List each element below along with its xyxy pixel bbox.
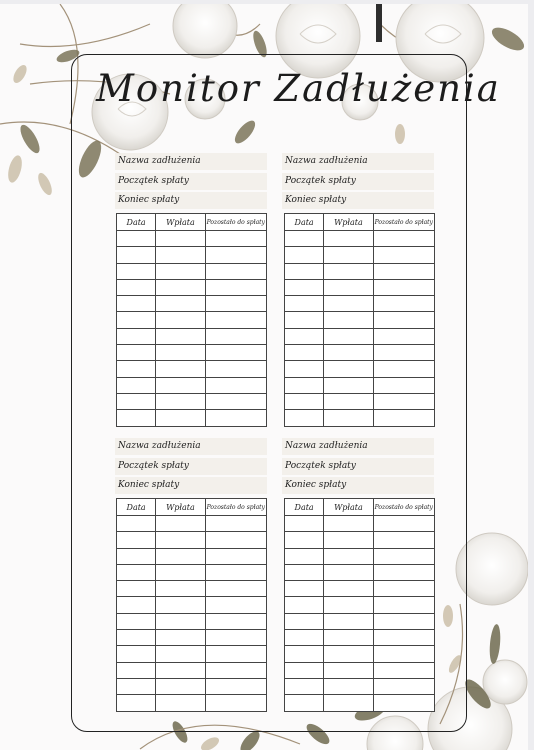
payment-table-1 <box>116 213 267 427</box>
repayment-start-label: Początek spłaty <box>115 173 267 190</box>
repayment-end-label: Koniec spłaty <box>115 477 267 494</box>
header-date: Data <box>285 214 324 231</box>
payment-table-3 <box>116 498 267 712</box>
debt-name-label: Nazwa zadłużenia <box>282 438 434 455</box>
header-payment: Wpłata <box>324 214 373 231</box>
payment-rows[interactable] <box>117 231 267 427</box>
payment-table-4 <box>284 498 435 712</box>
debt-block-3 <box>115 438 267 497</box>
debt-name-label: Nazwa zadłużenia <box>115 438 267 455</box>
header-payment: Wpłata <box>324 499 373 516</box>
payment-rows[interactable] <box>285 516 435 712</box>
payment-rows[interactable] <box>285 231 435 427</box>
header-date: Data <box>117 499 156 516</box>
header-date: Data <box>117 214 156 231</box>
header-payment: Wpłata <box>156 214 205 231</box>
header-remaining: Pozostało do spłaty <box>373 214 434 231</box>
repayment-end-label: Koniec spłaty <box>282 477 434 494</box>
header-date: Data <box>285 499 324 516</box>
debt-block-2 <box>282 153 434 212</box>
payment-rows[interactable] <box>117 516 267 712</box>
header-payment: Wpłata <box>156 499 205 516</box>
header-remaining: Pozostało do spłaty <box>205 214 266 231</box>
repayment-end-label: Koniec spłaty <box>282 192 434 209</box>
debt-name-label: Nazwa zadłużenia <box>282 153 434 170</box>
debt-block-4 <box>282 438 434 497</box>
debt-block-1 <box>115 153 267 212</box>
planner-page <box>0 4 528 750</box>
payment-table-2 <box>284 213 435 427</box>
page-title: Monitor Zadłużenia <box>96 67 501 110</box>
header-remaining: Pozostało do spłaty <box>373 499 434 516</box>
repayment-start-label: Początek spłaty <box>115 458 267 475</box>
repayment-start-label: Początek spłaty <box>282 173 434 190</box>
header-remaining: Pozostało do spłaty <box>205 499 266 516</box>
repayment-start-label: Początek spłaty <box>282 458 434 475</box>
debt-name-label: Nazwa zadłużenia <box>115 153 267 170</box>
repayment-end-label: Koniec spłaty <box>115 192 267 209</box>
